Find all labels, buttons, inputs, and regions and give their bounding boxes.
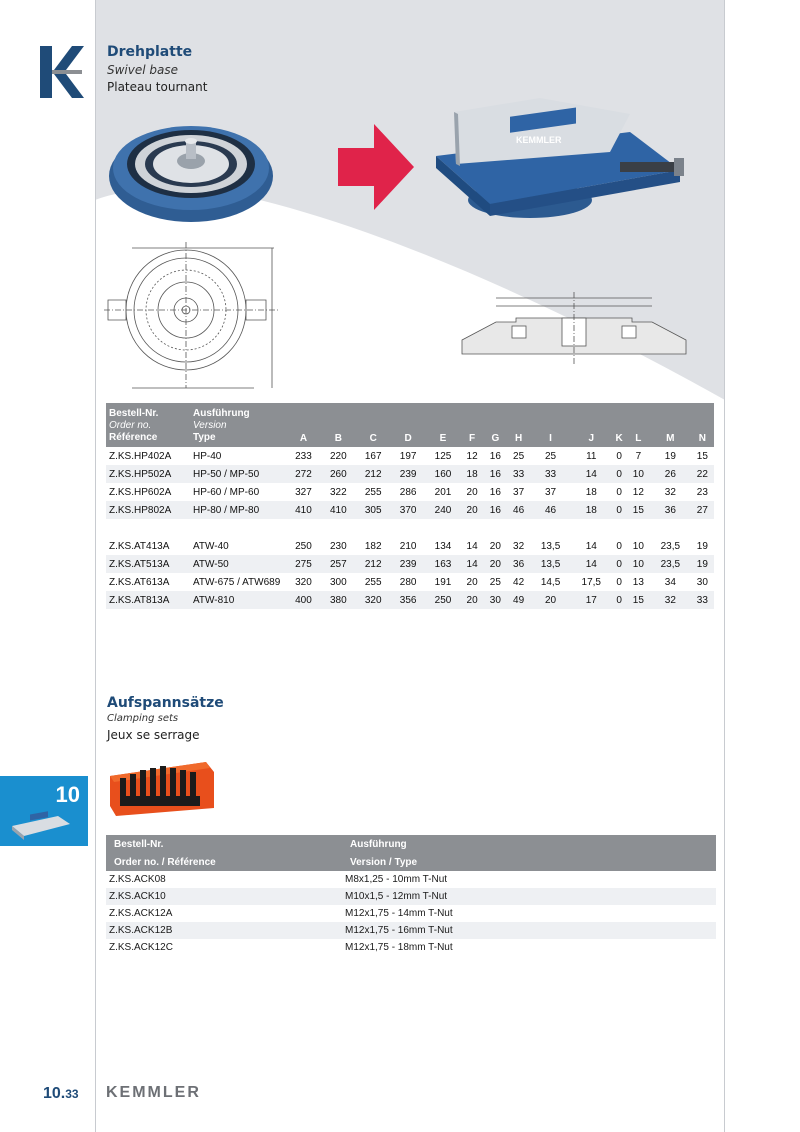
order-no-header-en: Order no. — [109, 420, 152, 431]
dimension-cell: 410 — [329, 504, 347, 516]
dimension-cell: 305 — [364, 504, 382, 516]
table-row — [106, 573, 714, 591]
dim-header: E — [439, 433, 447, 444]
dimension-cell: 400 — [295, 594, 312, 606]
order-number-cell: Z.KS.ACK12A — [109, 908, 173, 919]
version-cell: ATW-50 — [193, 558, 229, 570]
dimension-cell: 125 — [434, 450, 452, 462]
sets-version-header: Ausführung — [350, 838, 407, 850]
dimension-cell: 20 — [544, 594, 557, 606]
dimension-cell: 32 — [513, 540, 525, 552]
section-subtitle-en: Swivel base — [107, 63, 179, 77]
dimension-cell: 15 — [632, 504, 644, 516]
spec-table-header — [106, 403, 714, 447]
dimension-cell: 33 — [544, 468, 557, 480]
version-cell: ATW-675 / ATW689 — [193, 576, 281, 588]
dimension-cell: 23,5 — [660, 540, 681, 552]
dimension-cell: 20 — [489, 558, 501, 570]
section-subtitle-fr: Plateau tournant — [107, 80, 208, 94]
order-number-cell: Z.KS.AT613A — [109, 576, 170, 588]
version-header-en: Version — [193, 420, 227, 431]
dimension-cell: 220 — [329, 450, 347, 462]
order-number-cell: Z.KS.HP402A — [109, 450, 172, 462]
dimension-cell: 0 — [616, 576, 622, 588]
brand-wordmark: KEMMLER — [106, 1084, 201, 1101]
version-header-de: Ausführung — [193, 408, 250, 419]
order-no-header-fr: Référence — [109, 432, 158, 443]
dimension-cell: 17 — [585, 594, 597, 606]
section2-subtitle-en: Clamping sets — [107, 713, 179, 724]
order-number-cell: Z.KS.HP802A — [109, 504, 172, 516]
table-row — [106, 888, 716, 905]
dimension-cell: 239 — [399, 468, 417, 480]
dimension-cell: 0 — [616, 486, 622, 498]
order-number-cell: Z.KS.ACK10 — [109, 891, 166, 902]
table-row — [106, 871, 716, 888]
order-number-cell: Z.KS.HP602A — [109, 486, 172, 498]
dimension-cell: 16 — [489, 468, 501, 480]
clamping-sets-table — [106, 835, 716, 956]
dimension-cell: 255 — [364, 486, 382, 498]
dimension-cell: 14 — [466, 558, 478, 570]
dim-header: K — [615, 433, 623, 444]
dimension-cell: 7 — [635, 450, 642, 462]
dimension-cell: 25 — [513, 450, 525, 462]
dimension-cell: 182 — [364, 540, 382, 552]
dimension-cell: 37 — [513, 486, 525, 498]
dimension-cell: 13,5 — [540, 540, 561, 552]
dimension-cell: 37 — [544, 486, 557, 498]
chapter-number: 10 — [55, 782, 80, 807]
dimension-cell: 0 — [616, 450, 622, 462]
dimension-cell: 250 — [434, 594, 452, 606]
dimension-cell: 16 — [489, 486, 501, 498]
dim-header: L — [635, 433, 642, 444]
page-number — [43, 1085, 79, 1103]
dimension-cell: 33 — [696, 594, 708, 606]
dimension-cell: 34 — [664, 576, 676, 588]
table-row — [106, 905, 716, 922]
swivel-base-photo — [106, 106, 276, 226]
version-cell: ATW-810 — [193, 594, 235, 606]
version-cell: M12x1,75 - 14mm T-Nut — [345, 908, 453, 919]
dimension-cell: 197 — [399, 450, 417, 462]
dimension-cell: 33 — [513, 468, 525, 480]
dimension-cell: 36 — [513, 558, 525, 570]
dimension-cell: 410 — [295, 504, 312, 516]
dimension-cell: 32 — [664, 594, 676, 606]
dimension-cell: 14,5 — [540, 576, 561, 588]
section-title-clamping-sets: Aufspannsätze — [107, 695, 224, 711]
table-row — [106, 922, 716, 939]
dimension-cell: 0 — [616, 504, 622, 516]
table-row — [106, 591, 714, 609]
dimension-cell: 14 — [585, 468, 597, 480]
swivel-base-section-drawing — [456, 292, 692, 364]
clamping-set-photo — [106, 752, 216, 818]
dimension-cell: 250 — [295, 540, 312, 552]
dimension-cell: 280 — [399, 576, 417, 588]
version-cell: HP-80 / MP-80 — [193, 504, 260, 516]
dimension-cell: 239 — [399, 558, 417, 570]
dimension-cell: 370 — [399, 504, 417, 516]
dim-header: M — [666, 433, 675, 444]
dim-header: F — [469, 433, 476, 444]
version-cell: M8x1,25 - 10mm T-Nut — [345, 874, 448, 885]
dimension-cell: 210 — [399, 540, 417, 552]
order-number-cell: Z.KS.ACK08 — [109, 874, 166, 885]
dimension-cell: 14 — [585, 540, 597, 552]
dimension-cell: 10 — [632, 558, 644, 570]
dimension-cell: 191 — [434, 576, 452, 588]
dimension-cell: 15 — [696, 450, 708, 462]
dimension-cell: 49 — [513, 594, 525, 606]
dimension-cell: 25 — [544, 450, 557, 462]
dimension-cell: 25 — [489, 576, 501, 588]
version-header — [190, 403, 286, 447]
version-cell: M10x1,5 - 12mm T-Nut — [345, 891, 448, 902]
left-rule — [95, 0, 96, 1132]
table-row — [106, 939, 716, 956]
dimension-cell: 16 — [489, 504, 501, 516]
sets-table-header-row1 — [106, 835, 716, 853]
dimension-cell: 30 — [696, 576, 708, 588]
dimension-cell: 19 — [664, 450, 676, 462]
dim-header: H — [514, 433, 523, 444]
dimension-cell: 201 — [434, 486, 452, 498]
table-row — [106, 537, 714, 555]
version-cell: M12x1,75 - 16mm T-Nut — [345, 925, 453, 936]
order-number-cell: Z.KS.AT513A — [109, 558, 170, 570]
order-number-cell: Z.KS.ACK12C — [109, 942, 173, 953]
dimension-cell: 320 — [295, 576, 312, 588]
dimension-cell: 13 — [632, 576, 644, 588]
version-cell: M12x1,75 - 18mm T-Nut — [345, 942, 453, 953]
dimension-cell: 23 — [696, 486, 708, 498]
right-rule — [724, 0, 725, 1132]
dimension-cell: 275 — [295, 558, 312, 570]
order-number-cell: Z.KS.ACK12B — [109, 925, 173, 936]
dimension-cell: 14 — [585, 558, 597, 570]
dimension-cell: 356 — [399, 594, 417, 606]
dimension-cell: 36 — [664, 504, 676, 516]
dimension-cell: 13,5 — [540, 558, 561, 570]
dimension-cell: 0 — [616, 468, 622, 480]
sets-version-subheader: Version / Type — [350, 856, 418, 868]
dimension-cell: 12 — [466, 450, 478, 462]
dimension-cell: 23,5 — [660, 558, 681, 570]
dimension-cell: 14 — [466, 540, 478, 552]
version-cell: HP-50 / MP-50 — [193, 468, 260, 480]
dimension-cell: 240 — [434, 504, 452, 516]
swivel-base-spec-table — [106, 403, 714, 609]
dimension-cell: 18 — [585, 486, 597, 498]
dim-header: B — [334, 433, 342, 444]
dimension-cell: 10 — [632, 540, 644, 552]
dimension-cell: 163 — [434, 558, 452, 570]
order-no-header — [106, 403, 190, 447]
order-no-header-de: Bestell-Nr. — [109, 408, 159, 419]
dimension-cell: 10 — [632, 468, 644, 480]
version-cell: ATW-40 — [193, 540, 229, 552]
dimension-cell: 22 — [696, 468, 708, 480]
dimension-cell: 26 — [664, 468, 676, 480]
kemmler-logo-icon — [40, 46, 84, 98]
order-number-cell: Z.KS.AT413A — [109, 540, 170, 552]
dim-header: N — [698, 433, 706, 444]
dimension-cell: 272 — [295, 468, 312, 480]
table-spacer — [106, 519, 714, 537]
page-number-main: 10. — [43, 1085, 66, 1102]
dim-header: J — [588, 433, 595, 444]
dimension-cell: 0 — [616, 594, 622, 606]
dimension-cell: 230 — [329, 540, 347, 552]
dimension-cell: 167 — [364, 450, 382, 462]
vise-thumbnail-icon — [10, 808, 72, 840]
dimension-cell: 327 — [295, 486, 312, 498]
dimension-cell: 27 — [696, 504, 708, 516]
dimension-cell: 46 — [513, 504, 525, 516]
dimension-cell: 16 — [489, 450, 501, 462]
dim-header: I — [549, 433, 552, 444]
dim-header: G — [491, 433, 500, 444]
order-number-cell: Z.KS.HP502A — [109, 468, 172, 480]
dimension-cell: 19 — [696, 558, 708, 570]
dimension-cell: 134 — [434, 540, 452, 552]
table-row — [106, 483, 714, 501]
dimension-cell: 19 — [696, 540, 708, 552]
page-number-sub: 33 — [65, 1087, 79, 1101]
dimension-cell: 160 — [434, 468, 452, 480]
dimension-cell: 212 — [364, 468, 382, 480]
version-cell: HP-60 / MP-60 — [193, 486, 260, 498]
dimension-cell: 17,5 — [581, 576, 601, 588]
dimension-cell: 212 — [364, 558, 382, 570]
sets-table-header-row2 — [106, 853, 716, 871]
dimension-cell: 42 — [513, 576, 525, 588]
dimension-cell: 320 — [364, 594, 382, 606]
swivel-base-top-view-drawing — [104, 238, 280, 400]
dimension-cell: 322 — [329, 486, 347, 498]
arrow-right-icon — [338, 124, 414, 210]
dimension-cell: 18 — [466, 468, 478, 480]
version-header-fr: Type — [193, 432, 216, 443]
table-row — [106, 447, 714, 465]
dimension-cell: 11 — [586, 450, 597, 462]
dimension-cell: 255 — [364, 576, 382, 588]
dim-header: A — [299, 433, 308, 444]
dimension-cell: 380 — [329, 594, 347, 606]
sets-order-header: Bestell-Nr. — [114, 838, 164, 850]
section-title-swivel-base: Drehplatte — [107, 44, 193, 60]
table-row — [106, 465, 714, 483]
section2-subtitle-fr: Jeux se serrage — [107, 728, 200, 742]
vise-on-swivel-base-photo — [430, 92, 690, 220]
dimension-cell: 12 — [632, 486, 644, 498]
table-row — [106, 555, 714, 573]
dimension-cell: 15 — [632, 594, 644, 606]
chapter-tab — [0, 776, 88, 846]
dim-header: D — [404, 433, 412, 444]
dimension-cell: 233 — [295, 450, 312, 462]
dimension-cell: 260 — [329, 468, 347, 480]
dimension-cell: 20 — [466, 594, 478, 606]
sets-order-subheader: Order no. / Référence — [114, 856, 216, 868]
dimension-cell: 257 — [329, 558, 347, 570]
table-row — [106, 501, 714, 519]
version-cell: HP-40 — [193, 450, 222, 462]
dimension-cell: 286 — [399, 486, 417, 498]
dimension-cell: 46 — [544, 504, 557, 516]
dim-header: C — [369, 433, 377, 444]
dimension-cell: 0 — [616, 558, 622, 570]
dimension-cell: 30 — [489, 594, 501, 606]
order-number-cell: Z.KS.AT813A — [109, 594, 170, 606]
dimension-cell: 20 — [466, 576, 478, 588]
dimension-cell: 20 — [466, 486, 478, 498]
dimension-cell: 300 — [329, 576, 347, 588]
vise-brand-label: KEMMLER — [516, 135, 562, 145]
dimension-cell: 20 — [489, 540, 501, 552]
dimension-cell: 0 — [616, 540, 622, 552]
dimension-cell: 20 — [466, 504, 478, 516]
dimension-cell: 32 — [664, 486, 676, 498]
dimension-cell: 18 — [585, 504, 597, 516]
